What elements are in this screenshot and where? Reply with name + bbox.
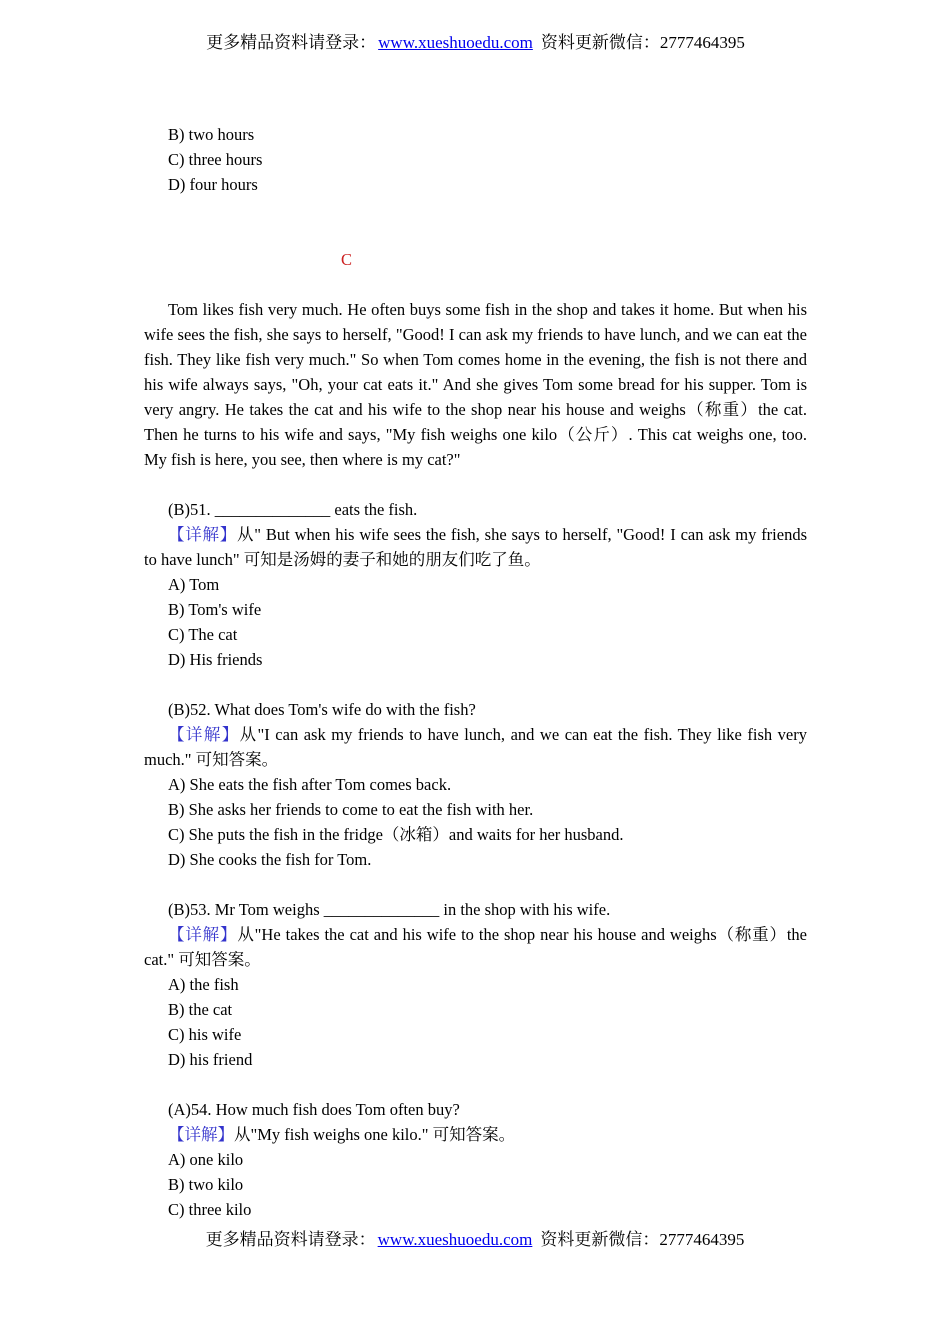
question-51-stem: (B)51. ______________ eats the fish. xyxy=(168,500,418,519)
header-wechat-text: 资料更新微信：2777464395 xyxy=(540,33,745,52)
question-53 xyxy=(144,897,807,1072)
question-54 xyxy=(144,1097,807,1222)
question-53-option-d: D) his friend xyxy=(168,1050,253,1069)
previous-question-options xyxy=(144,122,807,197)
question-52-stem: (B)52. What does Tom's wife do with the fish? xyxy=(168,700,476,719)
question-54-option-b: B) two kilo xyxy=(168,1175,244,1194)
question-53-option-b: B) the cat xyxy=(168,1000,233,1019)
question-52-option-d: D) She cooks the fish for Tom. xyxy=(168,850,372,869)
footer-wechat-text: 资料更新微信：2777464395 xyxy=(540,1230,745,1249)
question-51 xyxy=(144,497,807,672)
explanation-text: 从"He takes the cat and his wife to the shop near his house and weighs（称重）the cat." 可知答案。 xyxy=(144,925,807,969)
page-footer xyxy=(0,1227,950,1252)
prev-option-b: B) two hours xyxy=(168,125,255,144)
question-53-stem: (B)53. Mr Tom weighs ______________ in the shop with his wife. xyxy=(168,900,611,919)
question-53-option-a: A) the fish xyxy=(168,975,239,994)
question-52 xyxy=(144,697,807,872)
explanation-text: 从" But when his wife sees the fish, she says to herself, "Good! I can ask my friends to have lunch" 可知是汤姆的妻子和她的朋友们吃了鱼。 xyxy=(144,525,808,569)
page-header xyxy=(144,30,807,55)
reading-passage: Tom likes fish very much. He often buys some fish in the shop and takes it home. But when his wife sees the fish, she says to herself, "Good! I can ask my friends to have lunch, and we can eat the fish. They like fish very much." So when Tom comes home in the evening, the fish is not there and his wife always says, "Oh, your cat eats it." And she gives Tom some bread for his supper. Tom is very angry. He takes the cat and his wife to the shop near his house and weighs（称重）the cat. Then he turns to his wife and says, "My fish weighs one kilo（公斤）. This cat weighs one, too. My fish is here, you see, then where is my cat?" xyxy=(144,300,807,469)
question-53-explanation xyxy=(144,922,807,972)
header-site-link[interactable]: www.xueshuoedu.com xyxy=(378,33,533,52)
prev-option-c: C) three hours xyxy=(168,150,263,169)
question-53-option-c: C) his wife xyxy=(168,1025,242,1044)
header-prefix-text: 更多精品资料请登录： xyxy=(206,33,377,52)
question-51-option-d: D) His friends xyxy=(168,650,263,669)
explanation-tag: 【详解】 xyxy=(168,1125,234,1144)
question-54-option-c: C) three kilo xyxy=(168,1200,252,1219)
explanation-tag: 【详解】 xyxy=(168,925,238,944)
explanation-text: 从"I can ask my friends to have lunch, and we can eat the fish. They like fish very much." 可知答案。 xyxy=(144,725,807,769)
question-54-stem: (A)54. How much fish does Tom often buy? xyxy=(168,1100,460,1119)
explanation-tag: 【详解】 xyxy=(168,725,240,744)
question-52-option-c: C) She puts the fish in the fridge（冰箱）and waits for her husband. xyxy=(168,825,624,844)
footer-site-link[interactable]: www.xueshuoedu.com xyxy=(377,1230,533,1249)
section-label xyxy=(144,247,807,272)
question-52-option-a: A) She eats the fish after Tom comes back. xyxy=(168,775,452,794)
question-52-explanation xyxy=(144,722,807,772)
question-54-explanation xyxy=(144,1122,807,1147)
question-51-option-b: B) Tom's wife xyxy=(168,600,262,619)
question-52-option-b: B) She asks her friends to come to eat the fish with her. xyxy=(168,800,534,819)
footer-prefix-text: 更多精品资料请登录： xyxy=(205,1230,376,1249)
section-label-text: C xyxy=(341,250,353,269)
question-51-option-c: C) The cat xyxy=(168,625,238,644)
question-54-option-a: A) one kilo xyxy=(168,1150,244,1169)
explanation-text: 从"My fish weighs one kilo." 可知答案。 xyxy=(234,1125,516,1144)
explanation-tag: 【详解】 xyxy=(168,525,238,544)
question-51-explanation xyxy=(144,522,807,572)
question-51-option-a: A) Tom xyxy=(168,575,220,594)
prev-option-d: D) four hours xyxy=(168,175,258,194)
